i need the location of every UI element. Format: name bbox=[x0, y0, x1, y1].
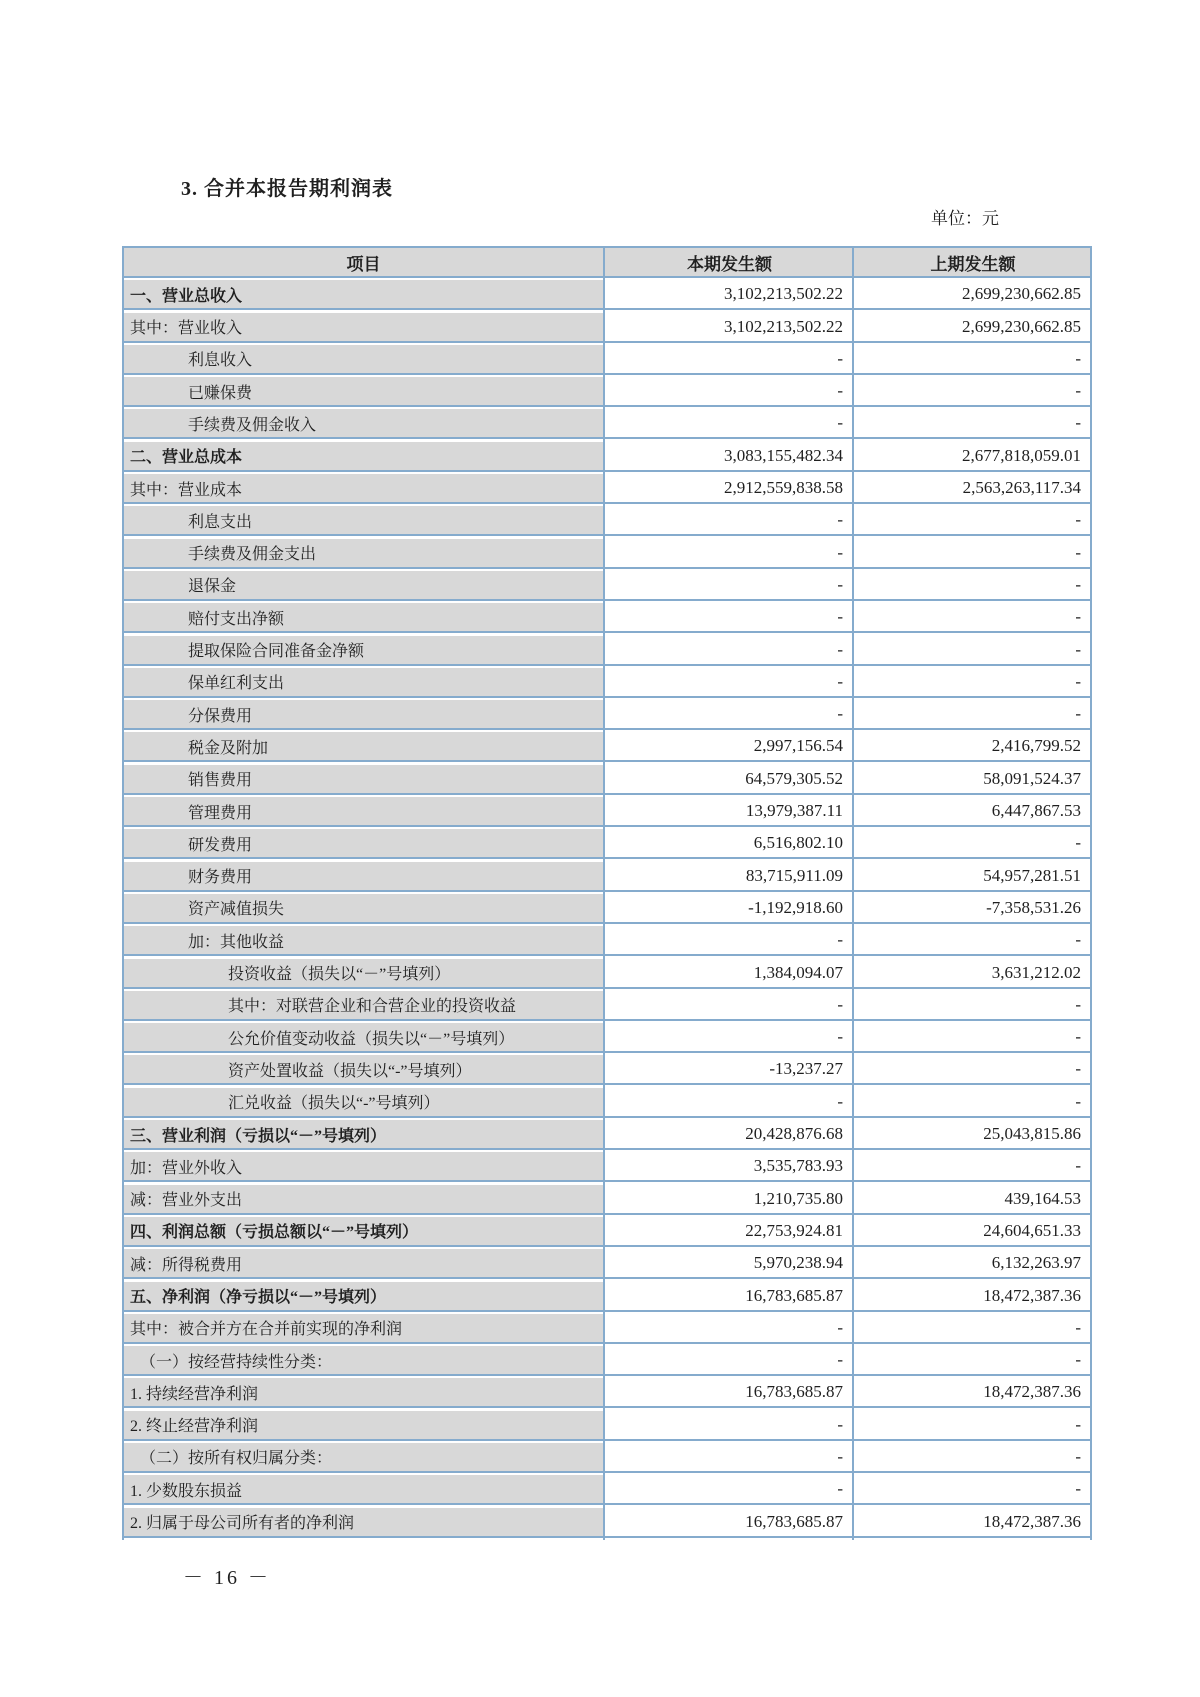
table-row bbox=[122, 1508, 1092, 1538]
current-period-value: - bbox=[605, 926, 854, 954]
row-label: 加：其他收益 bbox=[122, 926, 605, 954]
current-period-value: - bbox=[605, 668, 854, 696]
prior-period-value: - bbox=[854, 700, 1092, 728]
current-period-value: - bbox=[605, 506, 854, 534]
current-period-value: - bbox=[605, 1475, 854, 1503]
current-period-value: - bbox=[605, 539, 854, 567]
header-item: 项目 bbox=[122, 248, 605, 276]
header-current-period: 本期发生额 bbox=[605, 248, 854, 276]
current-period-value: - bbox=[605, 636, 854, 664]
current-period-value: - bbox=[605, 571, 854, 599]
table-row bbox=[122, 313, 1092, 343]
table-row bbox=[122, 409, 1092, 439]
prior-period-value: - bbox=[854, 603, 1092, 631]
table-row bbox=[122, 636, 1092, 666]
prior-period-value: - bbox=[854, 1023, 1092, 1051]
row-label: 销售费用 bbox=[122, 765, 605, 793]
prior-period-value: - bbox=[854, 829, 1092, 857]
prior-period-value: -7,358,531.26 bbox=[854, 894, 1092, 922]
current-period-value: 83,715,911.09 bbox=[605, 862, 854, 890]
row-label: 管理费用 bbox=[122, 797, 605, 825]
prior-period-value: - bbox=[854, 409, 1092, 437]
prior-period-value: - bbox=[854, 539, 1092, 567]
row-label: 公允价值变动收益（损失以“－”号填列） bbox=[122, 1023, 605, 1051]
current-period-value: - bbox=[605, 345, 854, 373]
prior-period-value: 25,043,815.86 bbox=[854, 1120, 1092, 1148]
prior-period-value: 54,957,281.51 bbox=[854, 862, 1092, 890]
row-label: 减：营业外支出 bbox=[122, 1185, 605, 1213]
table-row bbox=[122, 1378, 1092, 1408]
table-row bbox=[122, 377, 1092, 407]
table-row bbox=[122, 1314, 1092, 1344]
prior-period-value: - bbox=[854, 1055, 1092, 1083]
table-row bbox=[122, 1346, 1092, 1376]
table-row bbox=[122, 345, 1092, 375]
prior-period-value: 6,447,867.53 bbox=[854, 797, 1092, 825]
current-period-value: 3,535,783.93 bbox=[605, 1152, 854, 1180]
current-period-value: 3,102,213,502.22 bbox=[605, 280, 854, 308]
table-row bbox=[122, 571, 1092, 601]
table-row bbox=[122, 732, 1092, 762]
row-label: 加：营业外收入 bbox=[122, 1152, 605, 1180]
prior-period-value: - bbox=[854, 1346, 1092, 1374]
table-row bbox=[122, 1152, 1092, 1182]
table-row bbox=[122, 280, 1092, 310]
prior-period-value: - bbox=[854, 377, 1092, 405]
table-row bbox=[122, 668, 1092, 698]
current-period-value: 64,579,305.52 bbox=[605, 765, 854, 793]
table-row bbox=[122, 539, 1092, 569]
row-label: 减：所得税费用 bbox=[122, 1249, 605, 1277]
prior-period-value: - bbox=[854, 1475, 1092, 1503]
prior-period-value: 2,416,799.52 bbox=[854, 732, 1092, 760]
row-label: 其中：营业收入 bbox=[122, 313, 605, 341]
row-label: 研发费用 bbox=[122, 829, 605, 857]
prior-period-value: - bbox=[854, 668, 1092, 696]
row-label: 其中：对联营企业和合营企业的投资收益 bbox=[122, 991, 605, 1019]
table-row bbox=[122, 862, 1092, 892]
table-row bbox=[122, 797, 1092, 827]
table-body bbox=[122, 280, 1092, 1537]
current-period-value: 20,428,876.68 bbox=[605, 1120, 854, 1148]
row-label: 一、营业总收入 bbox=[122, 280, 605, 308]
table-row bbox=[122, 1475, 1092, 1505]
table-row bbox=[122, 1055, 1092, 1085]
current-period-value: - bbox=[605, 377, 854, 405]
table-row bbox=[122, 603, 1092, 633]
section-title: 3. 合并本报告期利润表 bbox=[181, 178, 393, 200]
prior-period-value: - bbox=[854, 1443, 1092, 1471]
current-period-value: 3,083,155,482.34 bbox=[605, 442, 854, 470]
table-row bbox=[122, 765, 1092, 795]
table-row bbox=[122, 1088, 1092, 1118]
page-number: － 16 － bbox=[183, 1567, 271, 1589]
current-period-value: 2,997,156.54 bbox=[605, 732, 854, 760]
current-period-value: 3,102,213,502.22 bbox=[605, 313, 854, 341]
current-period-value: 1,384,094.07 bbox=[605, 959, 854, 987]
table-row bbox=[122, 1282, 1092, 1312]
prior-period-value: 2,699,230,662.85 bbox=[854, 280, 1092, 308]
current-period-value: - bbox=[605, 1088, 854, 1116]
prior-period-value: - bbox=[854, 1088, 1092, 1116]
table-row bbox=[122, 1217, 1092, 1247]
current-period-value: - bbox=[605, 1411, 854, 1439]
row-label: 1. 持续经营净利润 bbox=[122, 1378, 605, 1406]
prior-period-value: 2,677,818,059.01 bbox=[854, 442, 1092, 470]
row-label: 资产减值损失 bbox=[122, 894, 605, 922]
header-prior-period: 上期发生额 bbox=[854, 248, 1092, 276]
current-period-value: - bbox=[605, 1023, 854, 1051]
table-row bbox=[122, 1023, 1092, 1053]
row-label: 税金及附加 bbox=[122, 732, 605, 760]
table-border-line bbox=[122, 248, 124, 1540]
row-label: 四、利润总额（亏损总额以“－”号填列） bbox=[122, 1217, 605, 1245]
row-label: 二、营业总成本 bbox=[122, 442, 605, 470]
table-row bbox=[122, 926, 1092, 956]
row-label: 手续费及佣金收入 bbox=[122, 409, 605, 437]
current-period-value: 6,516,802.10 bbox=[605, 829, 854, 857]
row-label: 2. 终止经营净利润 bbox=[122, 1411, 605, 1439]
row-label: 财务费用 bbox=[122, 862, 605, 890]
row-label: 其中：营业成本 bbox=[122, 474, 605, 502]
current-period-value: - bbox=[605, 603, 854, 631]
table-border-line bbox=[852, 248, 854, 1540]
row-label: 1. 少数股东损益 bbox=[122, 1475, 605, 1503]
row-label: 投资收益（损失以“－”号填列） bbox=[122, 959, 605, 987]
prior-period-value: - bbox=[854, 636, 1092, 664]
row-label: 五、净利润（净亏损以“－”号填列） bbox=[122, 1282, 605, 1310]
current-period-value: 13,979,387.11 bbox=[605, 797, 854, 825]
row-label: 利息收入 bbox=[122, 345, 605, 373]
prior-period-value: - bbox=[854, 926, 1092, 954]
prior-period-value: 2,699,230,662.85 bbox=[854, 313, 1092, 341]
prior-period-value: 2,563,263,117.34 bbox=[854, 474, 1092, 502]
table-row bbox=[122, 1411, 1092, 1441]
row-label: 手续费及佣金支出 bbox=[122, 539, 605, 567]
prior-period-value: - bbox=[854, 1314, 1092, 1342]
prior-period-value: 18,472,387.36 bbox=[854, 1378, 1092, 1406]
current-period-value: 16,783,685.87 bbox=[605, 1508, 854, 1536]
table-row bbox=[122, 894, 1092, 924]
table-row bbox=[122, 442, 1092, 472]
row-label: 已赚保费 bbox=[122, 377, 605, 405]
current-period-value: 1,210,735.80 bbox=[605, 1185, 854, 1213]
table-border-line bbox=[603, 248, 605, 1540]
prior-period-value: - bbox=[854, 345, 1092, 373]
unit-label: 单位：元 bbox=[931, 209, 999, 228]
prior-period-value: 18,472,387.36 bbox=[854, 1282, 1092, 1310]
prior-period-value: 24,604,651.33 bbox=[854, 1217, 1092, 1245]
current-period-value: - bbox=[605, 1346, 854, 1374]
prior-period-value: 58,091,524.37 bbox=[854, 765, 1092, 793]
row-label: 三、营业利润（亏损以“－”号填列） bbox=[122, 1120, 605, 1148]
prior-period-value: - bbox=[854, 991, 1092, 1019]
row-label: 分保费用 bbox=[122, 700, 605, 728]
table-row bbox=[122, 474, 1092, 504]
table-row bbox=[122, 506, 1092, 536]
table-header-row bbox=[122, 248, 1092, 278]
current-period-value: -13,237.27 bbox=[605, 1055, 854, 1083]
row-label: 汇兑收益（损失以“-”号填列） bbox=[122, 1088, 605, 1116]
table-border-line bbox=[1090, 248, 1092, 1540]
prior-period-value: - bbox=[854, 1411, 1092, 1439]
prior-period-value: 18,472,387.36 bbox=[854, 1508, 1092, 1536]
row-label: 利息支出 bbox=[122, 506, 605, 534]
current-period-value: 2,912,559,838.58 bbox=[605, 474, 854, 502]
current-period-value: -1,192,918.60 bbox=[605, 894, 854, 922]
prior-period-value: 3,631,212.02 bbox=[854, 959, 1092, 987]
current-period-value: - bbox=[605, 409, 854, 437]
table-row bbox=[122, 700, 1092, 730]
prior-period-value: 439,164.53 bbox=[854, 1185, 1092, 1213]
table-row bbox=[122, 991, 1092, 1021]
row-label: （二）按所有权归属分类： bbox=[122, 1443, 605, 1471]
prior-period-value: - bbox=[854, 1152, 1092, 1180]
table-row bbox=[122, 1185, 1092, 1215]
current-period-value: 5,970,238.94 bbox=[605, 1249, 854, 1277]
table-row bbox=[122, 959, 1092, 989]
row-label: 退保金 bbox=[122, 571, 605, 599]
current-period-value: - bbox=[605, 1443, 854, 1471]
row-label: 保单红利支出 bbox=[122, 668, 605, 696]
row-label: 提取保险合同准备金净额 bbox=[122, 636, 605, 664]
table-row bbox=[122, 829, 1092, 859]
current-period-value: 16,783,685.87 bbox=[605, 1378, 854, 1406]
row-label: 赔付支出净额 bbox=[122, 603, 605, 631]
row-label: 其中：被合并方在合并前实现的净利润 bbox=[122, 1314, 605, 1342]
current-period-value: 16,783,685.87 bbox=[605, 1282, 854, 1310]
row-label: （一）按经营持续性分类： bbox=[122, 1346, 605, 1374]
table-row bbox=[122, 1249, 1092, 1279]
row-label: 2. 归属于母公司所有者的净利润 bbox=[122, 1508, 605, 1536]
row-label: 资产处置收益（损失以“-”号填列） bbox=[122, 1055, 605, 1083]
current-period-value: - bbox=[605, 1314, 854, 1342]
income-statement-table bbox=[122, 246, 1092, 1540]
prior-period-value: - bbox=[854, 506, 1092, 534]
current-period-value: - bbox=[605, 991, 854, 1019]
prior-period-value: - bbox=[854, 571, 1092, 599]
table-row bbox=[122, 1443, 1092, 1473]
prior-period-value: 6,132,263.97 bbox=[854, 1249, 1092, 1277]
table-row bbox=[122, 1120, 1092, 1150]
current-period-value: 22,753,924.81 bbox=[605, 1217, 854, 1245]
current-period-value: - bbox=[605, 700, 854, 728]
